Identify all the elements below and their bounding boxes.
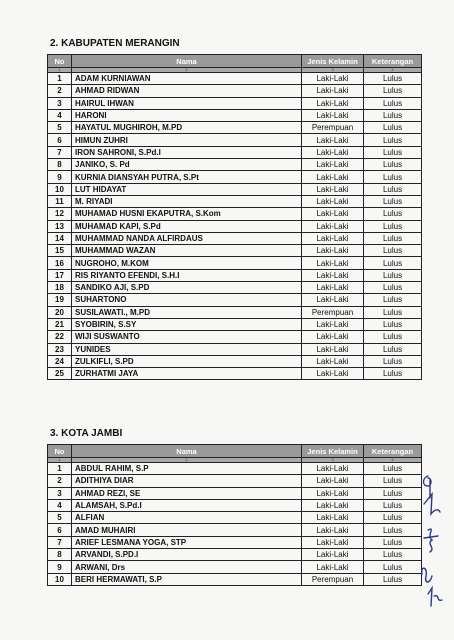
cell-no: 20 bbox=[48, 306, 72, 318]
cell-keterangan: Lulus bbox=[364, 282, 422, 294]
cell-keterangan: Lulus bbox=[364, 368, 422, 380]
cell-nama: AMAD MUHAIRI bbox=[72, 524, 302, 536]
cell-jenis-kelamin: Perempuan bbox=[302, 122, 364, 134]
cell-jenis-kelamin: Laki-Laki bbox=[302, 232, 364, 244]
header-keterangan: Keterangan bbox=[364, 55, 422, 68]
cell-jenis-kelamin: Laki-Laki bbox=[302, 245, 364, 257]
section-title-merangin: 2. KABUPATEN MERANGIN bbox=[50, 38, 180, 49]
cell-nama: ZURHATMI JAYA bbox=[72, 368, 302, 380]
cell-keterangan: Lulus bbox=[364, 134, 422, 146]
cell-jenis-kelamin: Laki-Laki bbox=[302, 368, 364, 380]
cell-jenis-kelamin: Laki-Laki bbox=[302, 171, 364, 183]
cell-keterangan: Lulus bbox=[364, 245, 422, 257]
cell-jenis-kelamin: Laki-Laki bbox=[302, 109, 364, 121]
cell-keterangan: Lulus bbox=[364, 331, 422, 343]
cell-keterangan: Lulus bbox=[364, 97, 422, 109]
cell-nama: YUNIDES bbox=[72, 343, 302, 355]
cell-nama: KURNIA DIANSYAH PUTRA, S.Pt bbox=[72, 171, 302, 183]
cell-keterangan: Lulus bbox=[364, 109, 422, 121]
cell-keterangan: Lulus bbox=[364, 463, 422, 475]
table-row bbox=[48, 195, 422, 207]
table-row bbox=[48, 343, 422, 355]
cell-keterangan: Lulus bbox=[364, 343, 422, 355]
cell-nama: IRON SAHRONI, S.Pd.I bbox=[72, 146, 302, 158]
cell-jenis-kelamin: Laki-Laki bbox=[302, 282, 364, 294]
cell-no: 8 bbox=[48, 549, 72, 561]
column-number: 3 bbox=[302, 68, 364, 73]
cell-no: 11 bbox=[48, 195, 72, 207]
cell-no: 9 bbox=[48, 171, 72, 183]
cell-no: 2 bbox=[48, 475, 72, 487]
cell-jenis-kelamin: Laki-Laki bbox=[302, 208, 364, 220]
cell-jenis-kelamin: Laki-Laki bbox=[302, 536, 364, 548]
cell-keterangan: Lulus bbox=[364, 561, 422, 573]
cell-nama: MUHAMMAD WAZAN bbox=[72, 245, 302, 257]
header-no: No bbox=[48, 445, 72, 458]
section-title-kota-jambi: 3. KOTA JAMBI bbox=[50, 428, 123, 439]
cell-keterangan: Lulus bbox=[364, 549, 422, 561]
cell-nama: ARWANI, Drs bbox=[72, 561, 302, 573]
cell-no: 10 bbox=[48, 573, 72, 585]
table-header-row bbox=[48, 55, 422, 68]
cell-keterangan: Lulus bbox=[364, 122, 422, 134]
table-row bbox=[48, 232, 422, 244]
cell-keterangan: Lulus bbox=[364, 208, 422, 220]
cell-jenis-kelamin: Laki-Laki bbox=[302, 499, 364, 511]
cell-no: 9 bbox=[48, 561, 72, 573]
cell-jenis-kelamin: Laki-Laki bbox=[302, 195, 364, 207]
cell-nama: ABDUL RAHIM, S.P bbox=[72, 463, 302, 475]
cell-no: 8 bbox=[48, 159, 72, 171]
table-row bbox=[48, 573, 422, 585]
cell-jenis-kelamin: Laki-Laki bbox=[302, 73, 364, 85]
cell-nama: SANDIKO AJI, S.PD bbox=[72, 282, 302, 294]
cell-no: 22 bbox=[48, 331, 72, 343]
table-row bbox=[48, 257, 422, 269]
cell-keterangan: Lulus bbox=[364, 306, 422, 318]
cell-keterangan: Lulus bbox=[364, 536, 422, 548]
table-row bbox=[48, 220, 422, 232]
cell-nama: NUGROHO, M.KOM bbox=[72, 257, 302, 269]
table-row bbox=[48, 282, 422, 294]
cell-jenis-kelamin: Perempuan bbox=[302, 306, 364, 318]
cell-no: 3 bbox=[48, 487, 72, 499]
cell-keterangan: Lulus bbox=[364, 73, 422, 85]
table-row bbox=[48, 171, 422, 183]
table-row bbox=[48, 159, 422, 171]
column-number: 1 bbox=[48, 68, 72, 73]
cell-nama: JANIKO, S. Pd bbox=[72, 159, 302, 171]
column-number: 4 bbox=[364, 458, 422, 463]
cell-no: 7 bbox=[48, 536, 72, 548]
table-row bbox=[48, 97, 422, 109]
cell-no: 16 bbox=[48, 257, 72, 269]
cell-jenis-kelamin: Laki-Laki bbox=[302, 331, 364, 343]
cell-no: 2 bbox=[48, 85, 72, 97]
table-row bbox=[48, 208, 422, 220]
column-number: 1 bbox=[48, 458, 72, 463]
table-row bbox=[48, 146, 422, 158]
cell-keterangan: Lulus bbox=[364, 269, 422, 281]
cell-nama: BERI HERMAWATI, S.P bbox=[72, 573, 302, 585]
cell-keterangan: Lulus bbox=[364, 171, 422, 183]
cell-no: 12 bbox=[48, 208, 72, 220]
column-number: 4 bbox=[364, 68, 422, 73]
cell-nama: ARIEF LESMANA YOGA, STP bbox=[72, 536, 302, 548]
cell-nama: MUHAMAD KAPI, S.Pd bbox=[72, 220, 302, 232]
cell-no: 4 bbox=[48, 109, 72, 121]
table-row bbox=[48, 122, 422, 134]
cell-no: 1 bbox=[48, 73, 72, 85]
cell-jenis-kelamin: Laki-Laki bbox=[302, 146, 364, 158]
cell-no: 4 bbox=[48, 499, 72, 511]
cell-no: 6 bbox=[48, 134, 72, 146]
cell-nama: ARVANDI, S.PD.I bbox=[72, 549, 302, 561]
cell-no: 17 bbox=[48, 269, 72, 281]
table-row bbox=[48, 306, 422, 318]
cell-jenis-kelamin: Laki-Laki bbox=[302, 159, 364, 171]
cell-keterangan: Lulus bbox=[364, 294, 422, 306]
header-no: No bbox=[48, 55, 72, 68]
table-row bbox=[48, 536, 422, 548]
cell-jenis-kelamin: Laki-Laki bbox=[302, 463, 364, 475]
cell-keterangan: Lulus bbox=[364, 85, 422, 97]
cell-nama: ALFIAN bbox=[72, 512, 302, 524]
cell-nama: AHMAD RIDWAN bbox=[72, 85, 302, 97]
cell-jenis-kelamin: Perempuan bbox=[302, 573, 364, 585]
column-number: 3 bbox=[302, 458, 364, 463]
cell-nama: MUHAMAD HUSNI EKAPUTRA, S.Kom bbox=[72, 208, 302, 220]
cell-no: 7 bbox=[48, 146, 72, 158]
table-row bbox=[48, 487, 422, 499]
cell-jenis-kelamin: Laki-Laki bbox=[302, 355, 364, 367]
table-row bbox=[48, 134, 422, 146]
cell-nama: HIMUN ZUHRI bbox=[72, 134, 302, 146]
cell-keterangan: Lulus bbox=[364, 183, 422, 195]
table-row bbox=[48, 512, 422, 524]
cell-jenis-kelamin: Laki-Laki bbox=[302, 318, 364, 330]
cell-jenis-kelamin: Laki-Laki bbox=[302, 524, 364, 536]
table-row bbox=[48, 318, 422, 330]
table-row bbox=[48, 475, 422, 487]
table-row bbox=[48, 109, 422, 121]
cell-jenis-kelamin: Laki-Laki bbox=[302, 269, 364, 281]
cell-keterangan: Lulus bbox=[364, 355, 422, 367]
table-row bbox=[48, 355, 422, 367]
cell-keterangan: Lulus bbox=[364, 146, 422, 158]
cell-no: 13 bbox=[48, 220, 72, 232]
cell-nama: ZULKIFLI, S.PD bbox=[72, 355, 302, 367]
cell-jenis-kelamin: Laki-Laki bbox=[302, 220, 364, 232]
cell-jenis-kelamin: Laki-Laki bbox=[302, 134, 364, 146]
cell-jenis-kelamin: Laki-Laki bbox=[302, 97, 364, 109]
cell-nama: HAIRUL IHWAN bbox=[72, 97, 302, 109]
handwritten-initials bbox=[418, 470, 452, 620]
table-row bbox=[48, 331, 422, 343]
cell-jenis-kelamin: Laki-Laki bbox=[302, 487, 364, 499]
cell-no: 5 bbox=[48, 512, 72, 524]
cell-jenis-kelamin: Laki-Laki bbox=[302, 343, 364, 355]
cell-no: 6 bbox=[48, 524, 72, 536]
cell-nama: RIS RIYANTO EFENDI, S.H.I bbox=[72, 269, 302, 281]
cell-no: 14 bbox=[48, 232, 72, 244]
cell-keterangan: Lulus bbox=[364, 220, 422, 232]
cell-keterangan: Lulus bbox=[364, 512, 422, 524]
table-row bbox=[48, 294, 422, 306]
cell-no: 19 bbox=[48, 294, 72, 306]
table-header-row bbox=[48, 445, 422, 458]
cell-nama: WIJI SUSWANTO bbox=[72, 331, 302, 343]
table-row bbox=[48, 561, 422, 573]
cell-nama: HAYATUL MUGHIROH, M.PD bbox=[72, 122, 302, 134]
table-row bbox=[48, 549, 422, 561]
table-merangin bbox=[47, 54, 422, 380]
cell-no: 24 bbox=[48, 355, 72, 367]
cell-keterangan: Lulus bbox=[364, 257, 422, 269]
cell-jenis-kelamin: Laki-Laki bbox=[302, 257, 364, 269]
cell-keterangan: Lulus bbox=[364, 232, 422, 244]
cell-jenis-kelamin: Laki-Laki bbox=[302, 549, 364, 561]
cell-nama: SYOBIRIN, S.SY bbox=[72, 318, 302, 330]
table-row bbox=[48, 183, 422, 195]
cell-no: 18 bbox=[48, 282, 72, 294]
cell-nama: HARONI bbox=[72, 109, 302, 121]
cell-keterangan: Lulus bbox=[364, 573, 422, 585]
table-row bbox=[48, 73, 422, 85]
cell-nama: SUHARTONO bbox=[72, 294, 302, 306]
table-kota-jambi bbox=[47, 444, 422, 586]
cell-no: 15 bbox=[48, 245, 72, 257]
table-row bbox=[48, 499, 422, 511]
cell-no: 5 bbox=[48, 122, 72, 134]
cell-nama: ADAM KURNIAWAN bbox=[72, 73, 302, 85]
cell-jenis-kelamin: Laki-Laki bbox=[302, 85, 364, 97]
cell-no: 1 bbox=[48, 463, 72, 475]
cell-keterangan: Lulus bbox=[364, 487, 422, 499]
header-jenis-kelamin: Jenis Kelamin bbox=[302, 55, 364, 68]
cell-nama: ADITHIYA DIAR bbox=[72, 475, 302, 487]
cell-keterangan: Lulus bbox=[364, 159, 422, 171]
cell-jenis-kelamin: Laki-Laki bbox=[302, 183, 364, 195]
cell-jenis-kelamin: Laki-Laki bbox=[302, 561, 364, 573]
header-jenis-kelamin: Jenis Kelamin bbox=[302, 445, 364, 458]
cell-jenis-kelamin: Laki-Laki bbox=[302, 475, 364, 487]
table-row bbox=[48, 463, 422, 475]
cell-jenis-kelamin: Laki-Laki bbox=[302, 294, 364, 306]
table-row bbox=[48, 524, 422, 536]
table-row bbox=[48, 85, 422, 97]
cell-nama: AHMAD REZI, SE bbox=[72, 487, 302, 499]
header-nama: Nama bbox=[72, 55, 302, 68]
cell-nama: MUHAMMAD NANDA ALFIRDAUS bbox=[72, 232, 302, 244]
cell-no: 23 bbox=[48, 343, 72, 355]
table-row bbox=[48, 269, 422, 281]
column-number: 2 bbox=[72, 458, 302, 463]
column-number: 2 bbox=[72, 68, 302, 73]
cell-keterangan: Lulus bbox=[364, 475, 422, 487]
cell-no: 21 bbox=[48, 318, 72, 330]
cell-keterangan: Lulus bbox=[364, 318, 422, 330]
cell-keterangan: Lulus bbox=[364, 195, 422, 207]
cell-no: 10 bbox=[48, 183, 72, 195]
cell-nama: LUT HIDAYAT bbox=[72, 183, 302, 195]
header-nama: Nama bbox=[72, 445, 302, 458]
table-row bbox=[48, 368, 422, 380]
cell-no: 3 bbox=[48, 97, 72, 109]
cell-no: 25 bbox=[48, 368, 72, 380]
header-keterangan: Keterangan bbox=[364, 445, 422, 458]
cell-nama: SUSILAWATI., M.PD bbox=[72, 306, 302, 318]
cell-nama: M. RIYADI bbox=[72, 195, 302, 207]
cell-jenis-kelamin: Laki-Laki bbox=[302, 512, 364, 524]
cell-nama: ALAMSAH, S.Pd.I bbox=[72, 499, 302, 511]
cell-keterangan: Lulus bbox=[364, 524, 422, 536]
table-row bbox=[48, 245, 422, 257]
cell-keterangan: Lulus bbox=[364, 499, 422, 511]
